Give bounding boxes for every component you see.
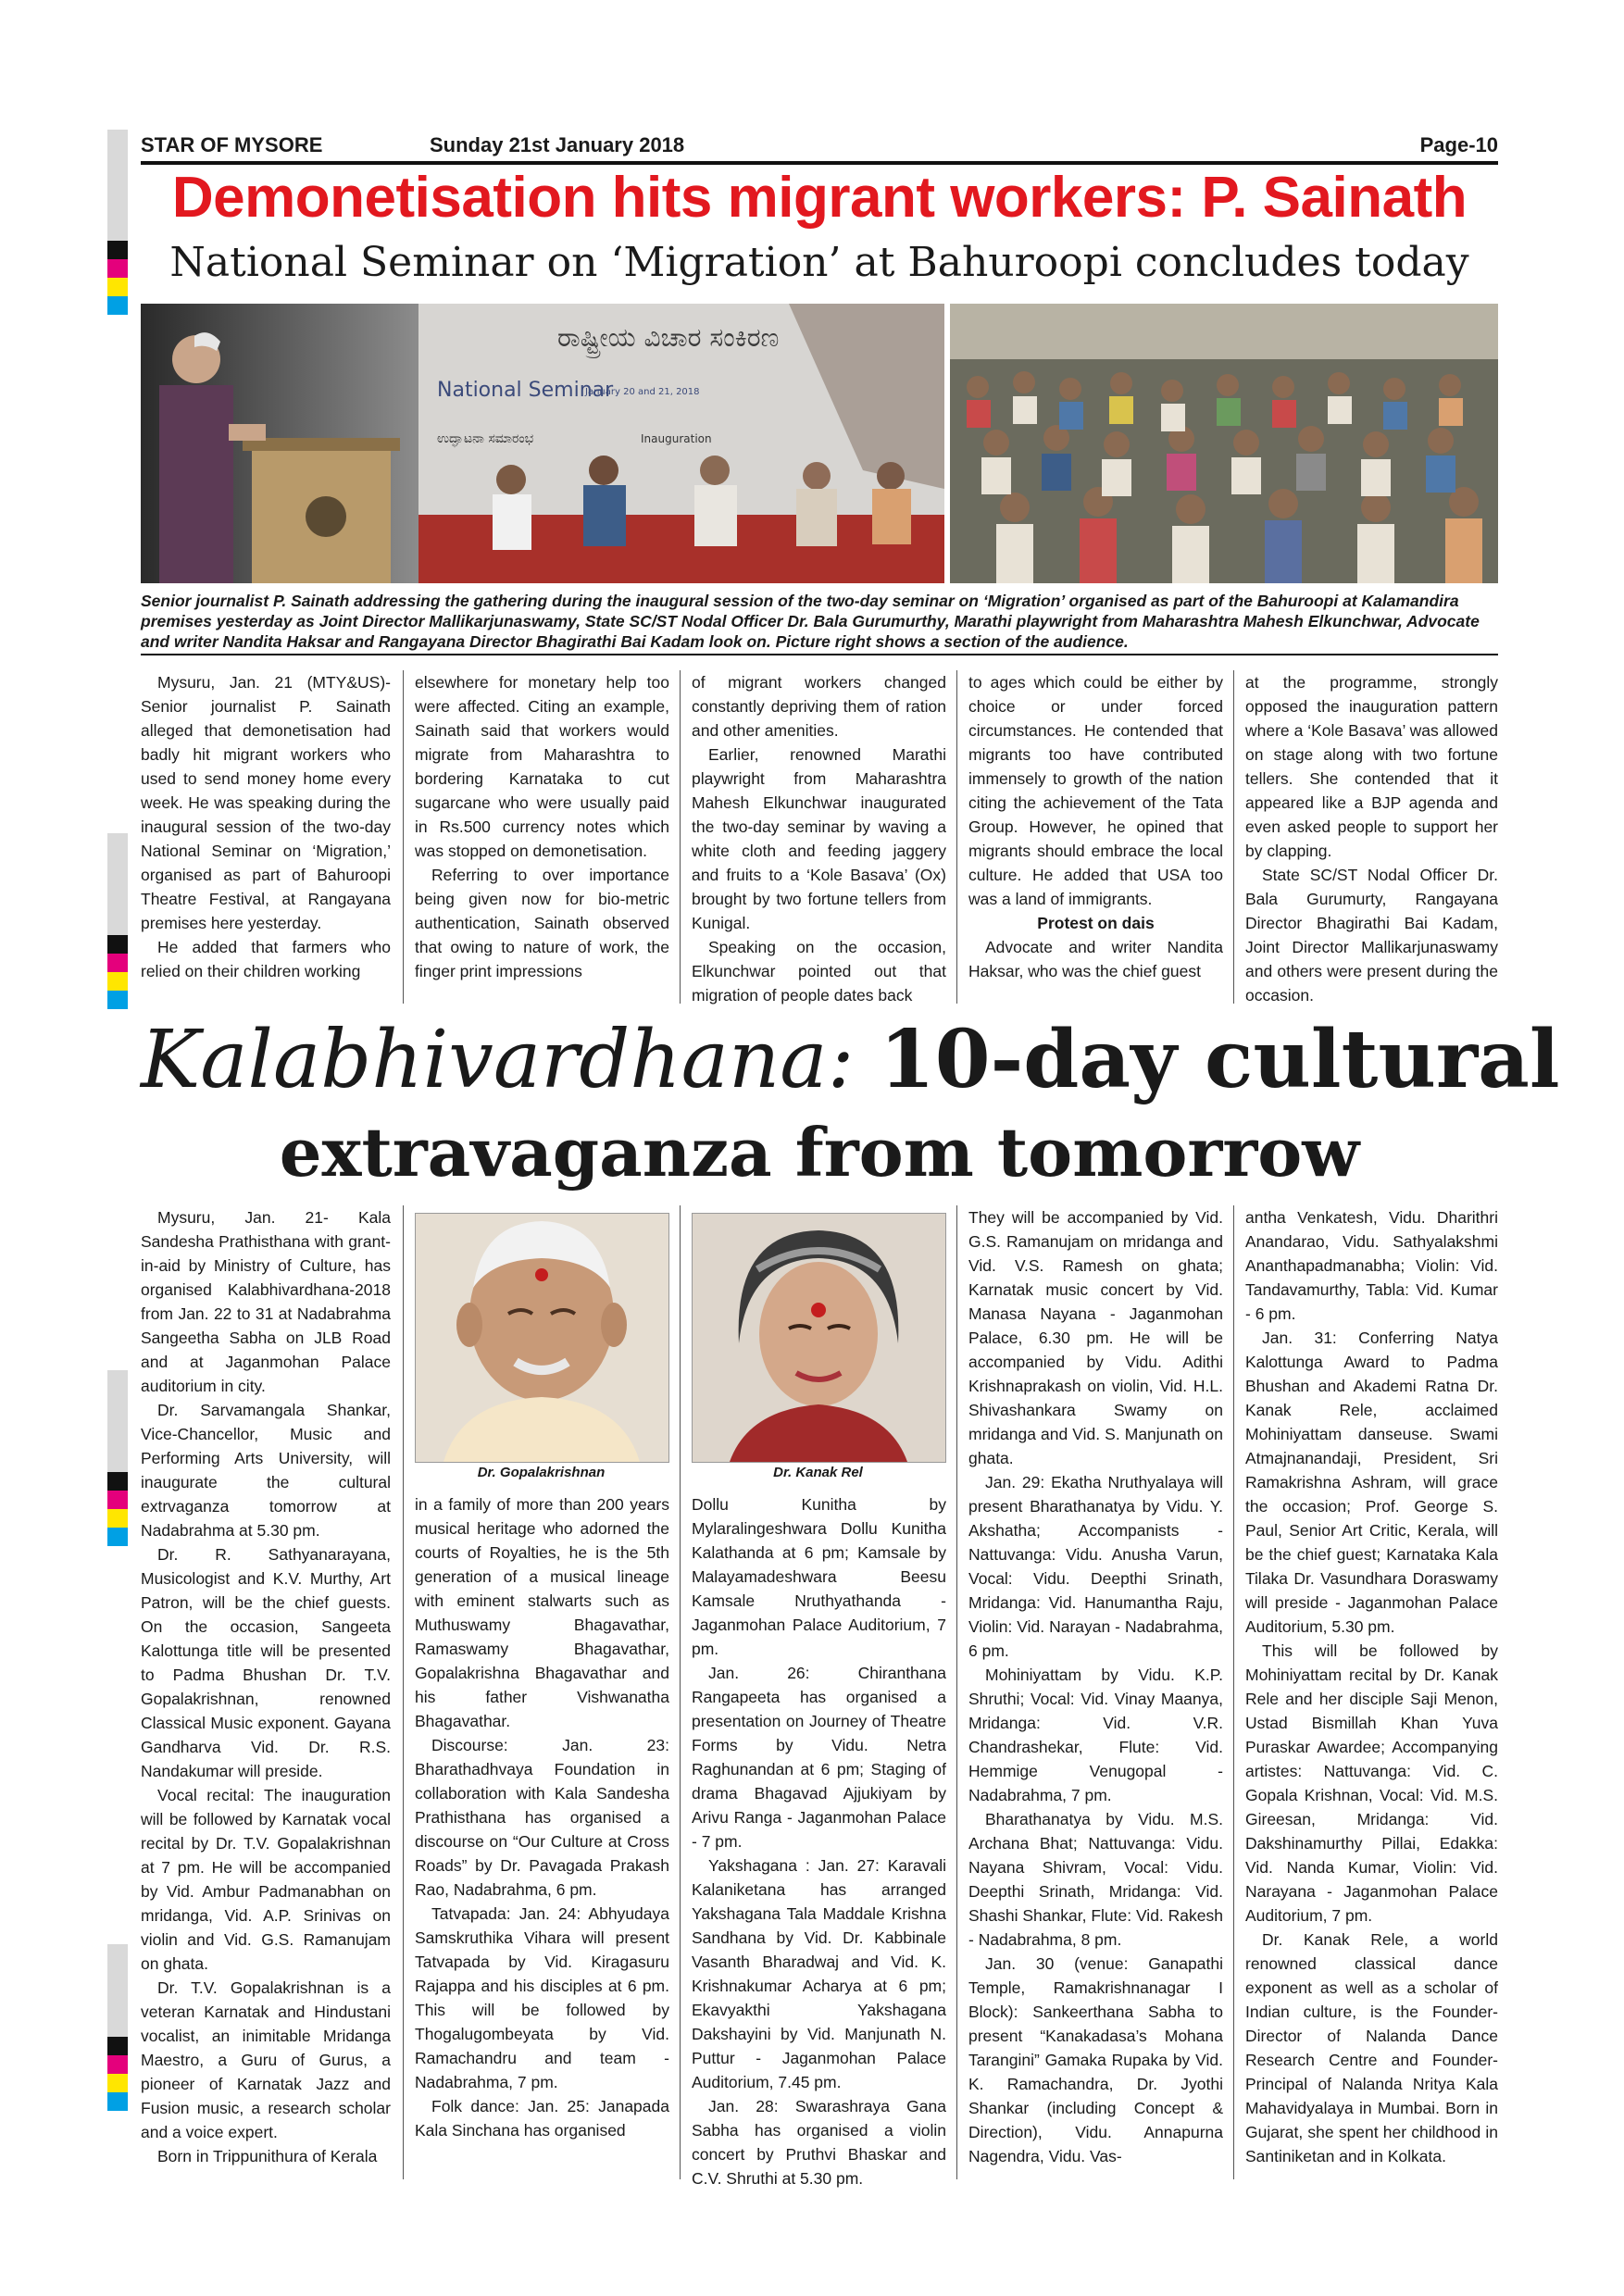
- paragraph: Referring to over importance being given now for bio-metric authentication, Sainath observed that owing to nature of work, the finger print impressions: [415, 866, 669, 980]
- photo-audience: [950, 304, 1498, 583]
- paragraph: Jan. 30 (venue: Ganapathi Temple, Ramakrishnanagar I Block): Sankeerthana Sabha to present “Kanakadasa’s Mohana Tarangini” Gamaka Rupaka by Vid. K. Ramachandra, Dr. Jyothi Shankar (including Concept & Direction), Vidu. Annapurna Nagendra, Vidu. Vas-: [968, 1954, 1223, 2165]
- paragraph: Jan. 26: Chiranthana Rangapeeta has organised a presentation on Journey of Theatre Forms by Vidu. Netra Raghunandan at 6 pm; Staging of drama Bhagavad Ajjukiyam by Arivu Ranga - Jaganmohan Palace - 7 pm.: [692, 1664, 946, 1851]
- headline-demonetisation: Demonetisation hits migrant workers: P. Sainath: [171, 166, 1468, 230]
- headline-bold-part: 10-day cultural: [879, 1013, 1560, 1106]
- column-divider: [1233, 1205, 1234, 2179]
- column-divider: [956, 670, 957, 1004]
- column-divider: [680, 1205, 681, 2179]
- portrait2-caption: Dr. Kanak Rel: [773, 1465, 863, 1480]
- issue-date: Sunday 21st January 2018: [430, 133, 685, 156]
- column-divider: [403, 1205, 404, 2179]
- banner-kannada-title: ರಾಷ್ಟ್ರೀಯ ವಿಚಾರ ಸಂಕಿರಣ: [557, 322, 780, 353]
- paragraph: Dr. Sarvamangala Shankar, Vice-Chancellor, Music and Performing Arts University, will inaugurate the cultural extrvaganza tomorrow at Nadabrahma at 5.30 pm.: [141, 1401, 391, 1540]
- paragraph: Advocate and writer Nandita Haksar, who was the chief guest: [968, 938, 1223, 980]
- paragraph: Mysuru, Jan. 21- Kala Sandesha Prathisthana with grant-in-aid by Ministry of Culture, has organised Kalabhivardhana-2018 from Jan. 22 to 31 at Nadabrahma Sangeetha Sabha on JLB Road and at Jaganmohan Palace auditorium in city.: [141, 1208, 391, 1395]
- photo-caption: Senior journalist P. Sainath addressing the gathering during the inaugural session of the two-day seminar on ‘Migration’ organised as part of the Bahuroopi at Kalamandira premises yesterday as Joint Director Mallikarjunaswamy, State SC/ST Nodal Officer Dr. Bala Gurumurthy, Marathi playwright from Maharashtra Mahesh Elkunchwar, Advocate and writer Nandita Haksar and Rangayana Director Bhagirathi Bai Kadam look on. Picture right shows a section of the audience.: [141, 591, 1498, 655]
- portrait-kanak-rele: [692, 1213, 946, 1463]
- paragraph: Earlier, renowned Marathi playwright from Maharashtra Mahesh Elkunchwar inaugurated the two-day seminar by waving a white cloth and feeding jaggery and fruits to a ‘Kole Basava’ (Ox) brought by two fortune tellers from Kunigal.: [692, 745, 946, 932]
- paragraph: elsewhere for monetary help too were affected. Citing an example, Sainath said that workers would migrate from Maharashtra to bordering Karnataka to cut sugarcane who were usually paid in Rs.500 currency notes which was stopped on demonetisation.: [415, 673, 669, 860]
- paragraph: Bharathanatya by Vidu. M.S. Archana Bhat; Nattuvanga: Vidu. Nayana Shivram, Vocal: Vidu. Deepthi Srinath, Mridanga: Vid. Shashi Shankar, Flute: Vid. Rakesh - Nadabrahma, 8 pm.: [968, 1810, 1223, 1949]
- paragraph: Folk dance: Jan. 25: Janapada Kala Sinchana has organised: [415, 2097, 669, 2140]
- banner-inauguration: Inauguration: [641, 432, 712, 445]
- headline-line-2: extravaganza from tomorrow: [279, 1113, 1360, 1192]
- headline-kalabhivardhana: [141, 1009, 1560, 1111]
- story2-column-2: [415, 1492, 669, 2142]
- story1-column-3: [692, 670, 946, 1007]
- paragraph: Jan. 31: Conferring Natya Kalottunga Award to Padma Bhushan and Akademi Ratna Dr. Kanak Rele, acclaimed Mohiniyattam danseuse. Swami Atmajnanandaji, President, Sri Ramakrishna Ashram, will grace the occasion; Prof. George S. Paul, Senior Art Critic, Kerala, will be the chief guest; Karnataka Kala Tilaka Dr. Vasundhara Doraswamy will preside - Jaganmohan Palace Auditorium, 5.30 pm.: [1245, 1329, 1498, 1636]
- photo-seminar-stage: [141, 304, 944, 583]
- paragraph: Dr. R. Sathyanarayana, Musicologist and K.V. Murthy, Art Patron, will be the chief guests. On the occasion, Sangeeta Kalottunga title will be presented to Padma Bhushan Dr. T.V. Gopalakrishnan, renowned Classical Music exponent. Gayana Gandharva Vid. Dr. R.S. Nandakumar will preside.: [141, 1545, 391, 1780]
- registration-mark-mid: [107, 833, 128, 1009]
- portrait1-caption: Dr. Gopalakrishnan: [477, 1465, 606, 1480]
- subhead-protest-on-dais: Protest on dais: [1037, 914, 1155, 932]
- registration-mark-top: [107, 130, 128, 315]
- paragraph: in a family of more than 200 years musical heritage who adorned the courts of Royalties, he is the 5th generation of a musical lineage with eminent stalwarts such as Muthuswamy Bhagavathar, Ramaswamy Bhagavathar, Gopalakrishna Bhagavathar and his father Vishwanatha Bhagavathar.: [415, 1495, 669, 1730]
- subheadline-seminar: National Seminar on ‘Migration’ at Bahuroopi concludes today: [169, 239, 1469, 286]
- story2-column-5: [1245, 1205, 1498, 2168]
- paragraph: Mohiniyattam by Vidu. K.P. Shruthi; Vocal: Vid. Vinay Maanya, Mridanga: Vid. V.R. Chandrashekar, Flute: Vid. Hemmige Venugopal - Nadabrahma, 7 pm.: [968, 1666, 1223, 1804]
- story2-column-3: [692, 1492, 946, 2190]
- banner-kannada-inaug: ಉದ್ಘಾಟನಾ ಸಮಾರಂಭ: [437, 431, 534, 446]
- story1-column-5: [1245, 670, 1498, 1007]
- registration-mark-low: [107, 1370, 128, 1546]
- story2-column-1: [141, 1205, 391, 2168]
- paragraph: He added that farmers who relied on their children working: [141, 938, 391, 980]
- story2-column-4: [968, 1205, 1223, 2168]
- column-divider: [680, 670, 681, 1004]
- headline-italic-part: Kalabhivardhana:: [141, 1014, 855, 1106]
- paragraph: Discourse: Jan. 23: Bharathadhvaya Foundation in collaboration with Kala Sandesha Prathisthana has organised a discourse on “Our Culture at Cross Roads” by Dr. Pavagada Prakash Rao, Nadabrahma, 6 pm.: [415, 1736, 669, 1899]
- paragraph: of migrant workers changed constantly depriving them of ration and other amenities.: [692, 673, 946, 740]
- paragraph: State SC/ST Nodal Officer Dr. Bala Gurumurty, Rangayana Director Bhagirathi Bai Kadam, Joint Director Mallikarjunaswamy and others were present during the occasion.: [1245, 866, 1498, 1004]
- portrait-gopalakrishnan: [415, 1213, 669, 1463]
- paragraph: antha Venkatesh, Vidu. Dharithri Anandarao, Vidu. Sathyalakshmi Ananthapadmanabha; Violin: Vid. Tandavamurthy, Tabla: Vid. Kumar - 6 pm.: [1245, 1208, 1498, 1323]
- registration-mark-bottom: [107, 1944, 128, 2111]
- banner-title: National Seminar: [437, 379, 614, 402]
- paragraph: Jan. 29: Ekatha Nruthyalaya will present Bharathanatya by Vidu. Y. Akshatha; Accompanists - Nattuvanga: Vidu. Anusha Varun, Vocal: Vidu. Deepthi Srinath, Mridanga: Vid. Hanumantha Raju, Violin: Vid. Narayan - Nadabrahma, 6 pm.: [968, 1473, 1223, 1660]
- banner-dates: January 20 and 21, 2018: [585, 387, 700, 397]
- page-number: Page-10: [1419, 133, 1498, 156]
- story1-column-2: [415, 670, 669, 983]
- paragraph: Yakshagana : Jan. 27: Karavali Kalaniketana has arranged Yakshagana Tala Maddale Krishna Sandhana by Vid. Dr. Kabbinale Vasanth Bharadwaj and Vid. K. Krishnakumar Acharya at 6 pm; Ekavyakthi Yakshagana Dakshayini by Vid. Manjunath N. Puttur - Jaganmohan Palace Auditorium, 7.45 pm.: [692, 1856, 946, 2091]
- paragraph: Mysuru, Jan. 21 (MTY&US)- Senior journalist P. Sainath alleged that demonetisation had badly hit migrant workers who used to send money home every week. He was speaking during the inaugural session of the two-day National Seminar on ‘Migration,’ organised as part of Bahuroopi Theatre Festival, at Rangayana premises here yesterday.: [141, 673, 391, 932]
- paragraph: Dr. T.V. Gopalakrishnan is a veteran Karnatak and Hindustani vocalist, an inimitable Mridanga Maestro, a Guru of Gurus, a pioneer of Karnatak Jazz and Fusion music, a research scholar and a voice expert.: [141, 1978, 391, 2141]
- paragraph: Born in Trippunithura of Kerala: [157, 2147, 378, 2165]
- paragraph: Jan. 28: Swarashraya Gana Sabha has organised a violin concert by Pruthvi Bhaskar and C.V. Shruthi at 5.30 pm.: [692, 2097, 946, 2188]
- story1-column-4: [968, 670, 1223, 983]
- paragraph: to ages which could be either by choice or under forced circumstances. He contended that migrants too have contributed immensely to growth of the nation citing the achievement of the Tata Group. However, he opined that migrants should embrace the local culture. He added that USA too was a land of immigrants.: [968, 673, 1223, 908]
- column-divider: [956, 1205, 957, 2179]
- story1-column-1: [141, 670, 391, 983]
- paper-name: STAR OF MYSORE: [141, 133, 323, 156]
- paragraph: This will be followed by Mohiniyattam recital by Dr. Kanak Rele and her disciple Saji Menon, Ustad Bismillah Khan Yuva Puraskar Awardee; Accompanying artistes: Nattuvanga: Vid. C. Gopala Krishnan, Vocal: Vid. M.S. Gireesan, Mridanga: Vid. Dakshinamurthy Pillai, Edakka: Vid. Nanda Kumar, Violin: Vid. Narayana - Jaganmohan Palace Auditorium, 7 pm.: [1245, 1641, 1498, 1925]
- masthead: [141, 130, 1498, 165]
- paragraph: Vocal recital: The inauguration will be followed by Karnatak vocal recital by Dr. T.V. Gopalakrishnan at 7 pm. He will be accompanied by Vid. Ambur Padmanabhan on mridanga, Vid. A.P. Srinivas on violin and Vid. G.S. Ramanujam on ghata.: [141, 1786, 391, 1973]
- paragraph: Dollu Kunitha by Mylaralingeshwara Dollu Kunitha Kalathanda at 6 pm; Kamsale by Malayamadeshwara Beesu Kamsale Nruthyathanda - Jaganmohan Palace Auditorium, 7 pm.: [692, 1495, 946, 1658]
- paragraph: Dr. Kanak Rele, a world renowned classical dance exponent as well as a scholar of Indian culture, is the Founder-Director of Nalanda Dance Research Centre and Founder-Principal of Nalanda Nritya Kala Mahavidyalaya in Mumbai. Born in Gujarat, she spent her childhood in Santiniketan and in Kolkata.: [1245, 1930, 1498, 2165]
- column-divider: [1233, 670, 1234, 1004]
- paragraph: They will be accompanied by Vid. G.S. Ramanujam on mridanga and Vid. V.S. Ramesh on ghata; Karnatak music concert by Vid. Manasa Nayana - Jaganmohan Palace, 6.30 pm. He will be accompanied by Vidu. Adithi Krishnaprakash on violin, Vid. H.L. Shivashankara Swamy on mridanga and Vid. S. Manjunath on ghata.: [968, 1208, 1223, 1467]
- paragraph: Tatvapada: Jan. 24: Abhyudaya Samskruthika Vihara will present Tatvapada by Vid. Kiragasuru Rajappa and his disciples at 6 pm. This will be followed by Thogalugombeyata by Vid. Ramachandru and team - Nadabrahma, 7 pm.: [415, 1904, 669, 2091]
- paragraph: Speaking on the occasion, Elkunchwar pointed out that migration of people dates back: [692, 938, 946, 1004]
- paragraph: at the programme, strongly opposed the inauguration pattern where a ‘Kole Basava’ was allowed on stage along with two fortune tellers. She contended that it appeared like a BJP agenda and even asked people to support her by clapping.: [1245, 673, 1498, 860]
- column-divider: [403, 670, 404, 1004]
